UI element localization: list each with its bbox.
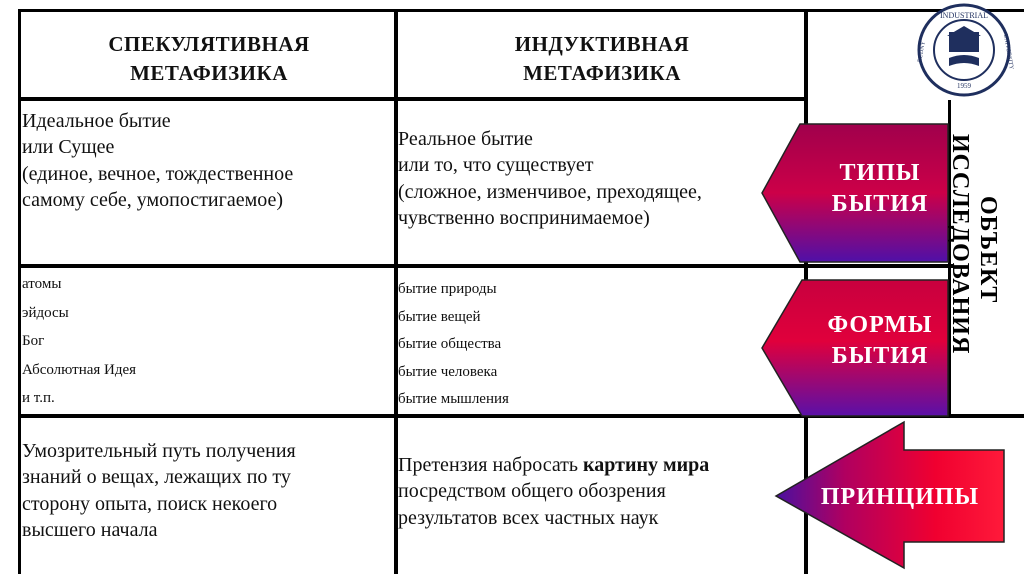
speculative-objects-list: [22, 270, 382, 413]
list-item: бытие вещей: [398, 308, 481, 325]
list-item: бытие природы: [398, 281, 497, 297]
inductive-method-text: [398, 452, 798, 531]
research-label: ИССЛЕДОВАНИЯ: [947, 134, 973, 355]
table-top-border: [18, 9, 1024, 12]
grid-hline-2: [18, 264, 954, 268]
object-label: ОБЪЕКТ: [975, 196, 1001, 304]
logo-text-top: INDUSTRIAL: [940, 11, 988, 20]
logo-year: 1959: [957, 82, 971, 90]
list-item: Бог: [22, 333, 45, 349]
being-forms-list: [398, 276, 798, 414]
list-item: и т.п.: [22, 390, 55, 406]
speculative-method-text: Умозрительный путь получения знаний о вещах, лежащих по ту сторону опыта, поиск некоего высшего начала: [22, 440, 296, 542]
grid-vline-left: [18, 9, 21, 574]
list-item: Абсолютная Идея: [22, 361, 137, 378]
university-logo: [909, 2, 1019, 98]
header-speculative: СПЕКУЛЯТИВНАЯ МЕТАФИЗИКА: [108, 32, 310, 86]
header-inductive: ИНДУКТИВНАЯ МЕТАФИЗИКА: [514, 32, 690, 86]
principles-label: ПРИНЦИПЫ: [820, 484, 980, 510]
list-item: бытие человека: [398, 363, 498, 380]
list-item: атомы: [22, 276, 62, 292]
inductive-method-post: посредством общего обозрения результатов всех частных наук: [398, 480, 666, 529]
list-item: бытие общества: [398, 336, 502, 353]
forms-of-being-label: ФОРМЫ БЫТИЯ: [827, 312, 933, 370]
inductive-method-pre: Претензия набросать: [398, 454, 584, 476]
real-being-text: Реальное бытие или то, что существует (сложное, изменчивое, преходящее, чувственно воспринимаемое): [398, 128, 702, 230]
list-item: эйдосы: [22, 304, 69, 321]
grid-hline-1: [18, 97, 808, 101]
logo-text-left: RUDNY: [917, 40, 927, 63]
types-of-being-label: ТИПЫ БЫТИЯ: [831, 160, 929, 218]
list-item: бытие мышления: [398, 391, 509, 408]
world-picture-bold: картину мира: [583, 454, 710, 476]
ideal-being-text: Идеальное бытие или Сущее (единое, вечное, тождественное самому себе, умопостигаемое): [22, 110, 294, 212]
logo-text-right: UNIVERSITY: [1001, 33, 1015, 71]
